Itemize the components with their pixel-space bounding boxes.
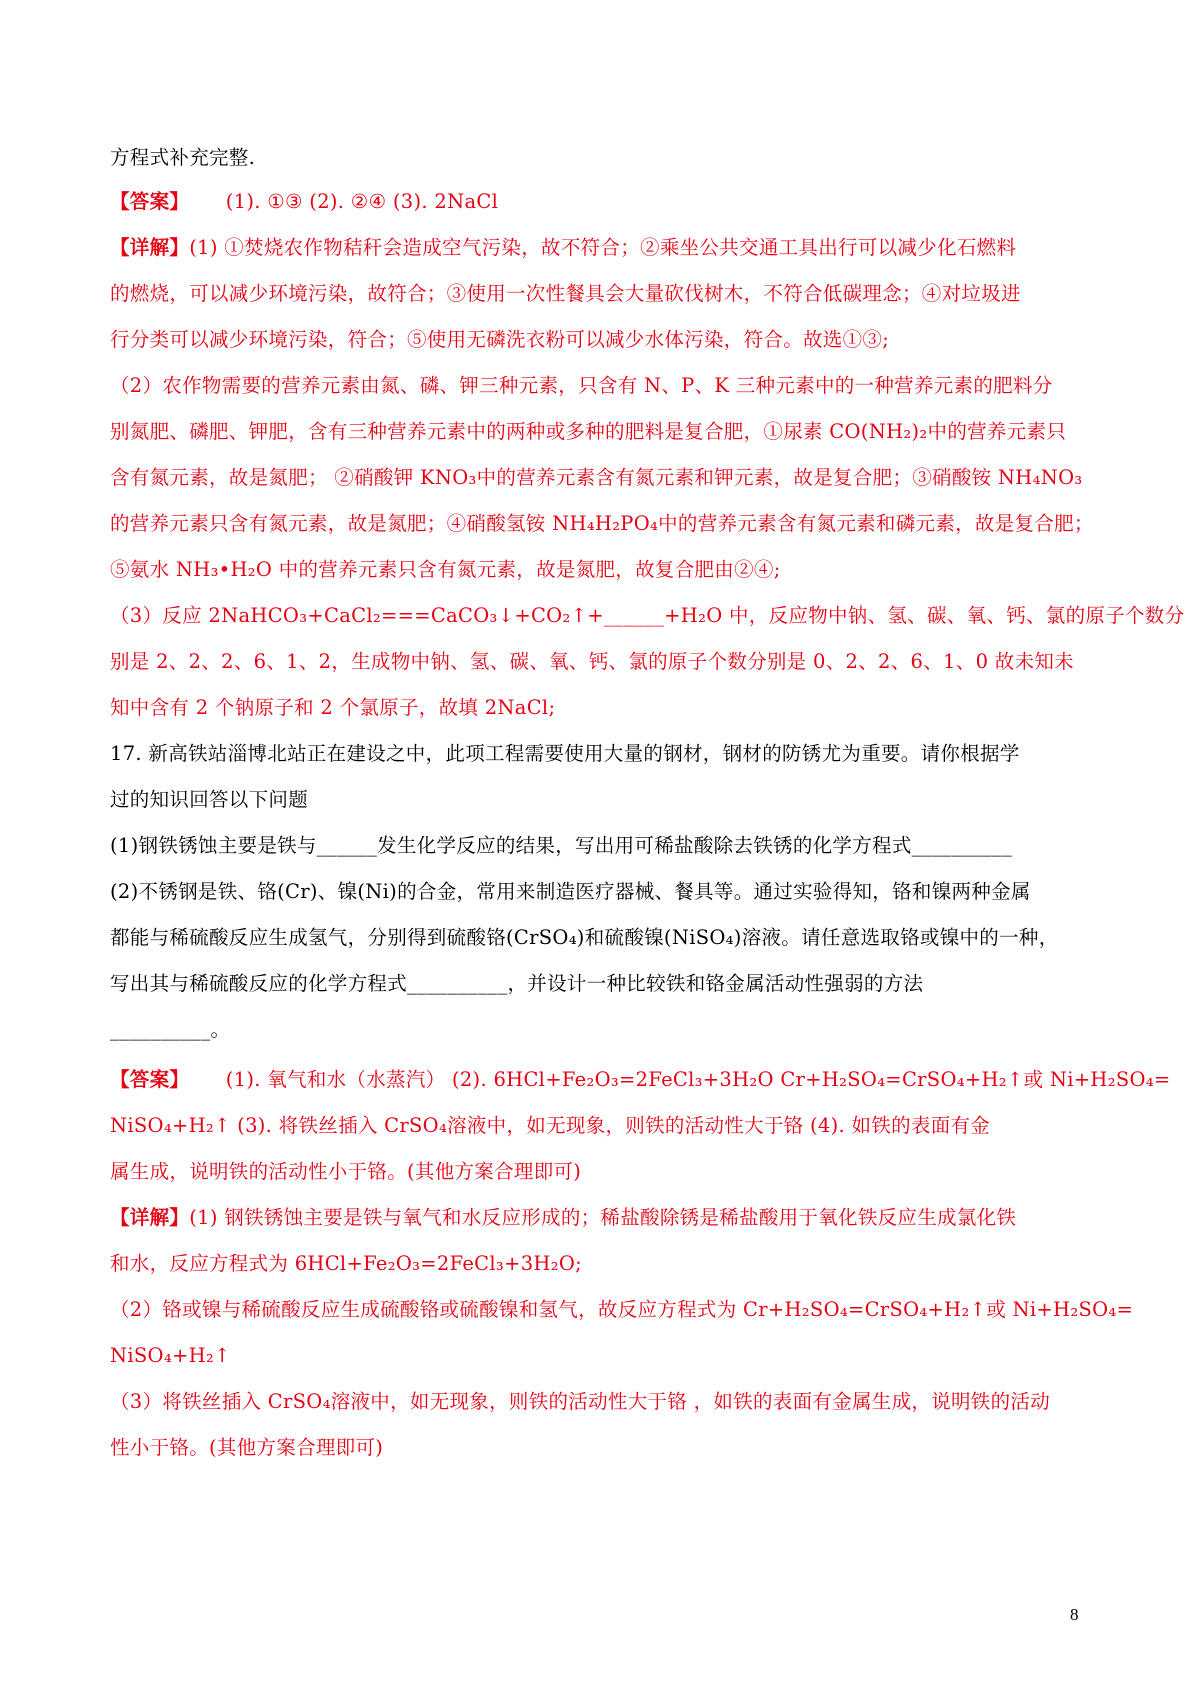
detail-tag: 【详解】	[110, 1206, 190, 1229]
detail-line: 的燃烧，可以减少环境污染，故符合；③使用一次性餐具会大量砍伐树木，不符合低碳理念；④对垃圾进	[110, 282, 1021, 305]
question-line: 过的知识回答以下问题	[110, 788, 309, 811]
question-line: 17. 新高铁站淄博北站正在建设之中，此项工程需要使用大量的钢材，钢材的防锈尤为重要。请你根据学	[110, 742, 1020, 765]
question-line: __________。	[110, 1018, 231, 1041]
answer-line: 属生成，说明铁的活动性小于铬。(其他方案合理即可)	[110, 1160, 582, 1183]
answer-line: NiSO₄+H₂↑ (3). 将铁丝插入 CrSO₄溶液中，如无现象，则铁的活动性大于铬 (4). 如铁的表面有金	[110, 1114, 991, 1137]
detail-line: 知中含有 2 个钠原子和 2 个氯原子，故填 2NaCl;	[110, 696, 556, 719]
detail-line: （2）铬或镍与稀硫酸反应生成硫酸铬或硫酸镍和氢气，故反应方程式为 Cr+H₂SO₄=CrSO₄+H₂↑或 Ni+H₂SO₄=	[110, 1298, 1134, 1321]
detail-line	[110, 234, 1016, 262]
detail-line: （3）反应 2NaHCO₃+CaCl₂===CaCO₃↓+CO₂↑+______+H₂O 中，反应物中钠、氢、碳、氧、钙、氯的原子个数分	[110, 604, 1185, 627]
question-line: 写出其与稀硫酸反应的化学方程式__________，并设计一种比较铁和铬金属活动性强弱的方法	[110, 972, 924, 995]
question-line: 都能与稀硫酸反应生成氢气，分别得到硫酸铬(CrSO₄)和硫酸镍(NiSO₄)溶液。请任意选取铬或镍中的一种，	[110, 926, 1059, 949]
answer-line	[110, 1066, 1171, 1094]
detail-line	[110, 1204, 1016, 1232]
detail-line: 的营养元素只含有氮元素，故是氮肥；④硝酸氢铵 NH₄H₂PO₄中的营养元素含有氮元素和磷元素，故是复合肥；	[110, 512, 1094, 535]
detail-line: 别氮肥、磷肥、钾肥，含有三种营养元素中的两种或多种的肥料是复合肥，①尿素 CO(NH₂)₂中的营养元素只	[110, 420, 1067, 443]
detail-line: 性小于铬。(其他方案合理即可)	[110, 1436, 384, 1459]
detail-text: (1) ①焚烧农作物秸秆会造成空气污染，故不符合；②乘坐公共交通工具出行可以减少化石燃料	[189, 236, 1017, 259]
answer-tag: 【答案】	[110, 190, 190, 213]
detail-line: NiSO₄+H₂↑	[110, 1344, 231, 1367]
answer-text: (1). 氧气和水（水蒸汽） (2). 6HCl+Fe₂O₃=2FeCl₃+3H₂O Cr+H₂SO₄=CrSO₄+H₂↑或 Ni+H₂SO₄=	[225, 1068, 1171, 1091]
detail-line: 别是 2、2、2、6、1、2，生成物中钠、氢、碳、氧、钙、氯的原子个数分别是 0、2、2、6、1、0 故未知未	[110, 650, 1074, 673]
detail-line: 含有氮元素，故是氮肥； ②硝酸钾 KNO₃中的营养元素含有氮元素和钾元素，故是复合肥；③硝酸铵 NH₄NO₃	[110, 466, 1083, 489]
page-number: 8	[1070, 1605, 1079, 1624]
answer-line	[110, 188, 498, 216]
detail-line: ⑤氨水 NH₃•H₂O 中的营养元素只含有氮元素，故是氮肥，故复合肥由②④;	[110, 558, 781, 581]
detail-line: 和水，反应方程式为 6HCl+Fe₂O₃=2FeCl₃+3H₂O;	[110, 1252, 582, 1275]
detail-tag: 【详解】	[110, 236, 190, 259]
detail-line: （2）农作物需要的营养元素由氮、磷、钾三种元素，只含有 N、P、K 三种元素中的一种营养元素的肥料分	[110, 374, 1053, 397]
question-line: (1)钢铁锈蚀主要是铁与______发生化学反应的结果，写出用可稀盐酸除去铁锈的化学方程式__________	[110, 834, 1013, 857]
question-line: (2)不锈钢是铁、铬(Cr)、镍(Ni)的合金，常用来制造医疗器械、餐具等。通过实验得知，铬和镍两种金属	[110, 880, 1031, 903]
detail-line: （3）将铁丝插入 CrSO₄溶液中，如无现象，则铁的活动性大于铬 ，如铁的表面有金属生成，说明铁的活动	[110, 1390, 1051, 1413]
detail-text: (1) 钢铁锈蚀主要是铁与氧气和水反应形成的；稀盐酸除锈是稀盐酸用于氧化铁反应生成氯化铁	[189, 1206, 1017, 1229]
answer-tag: 【答案】	[110, 1068, 190, 1091]
detail-line: 行分类可以减少环境污染，符合；⑤使用无磷洗衣粉可以减少水体污染，符合。故选①③;	[110, 328, 890, 351]
answer-text: (1). ①③ (2). ②④ (3). 2NaCl	[225, 190, 499, 213]
text-line: 方程式补充完整.	[110, 146, 256, 169]
